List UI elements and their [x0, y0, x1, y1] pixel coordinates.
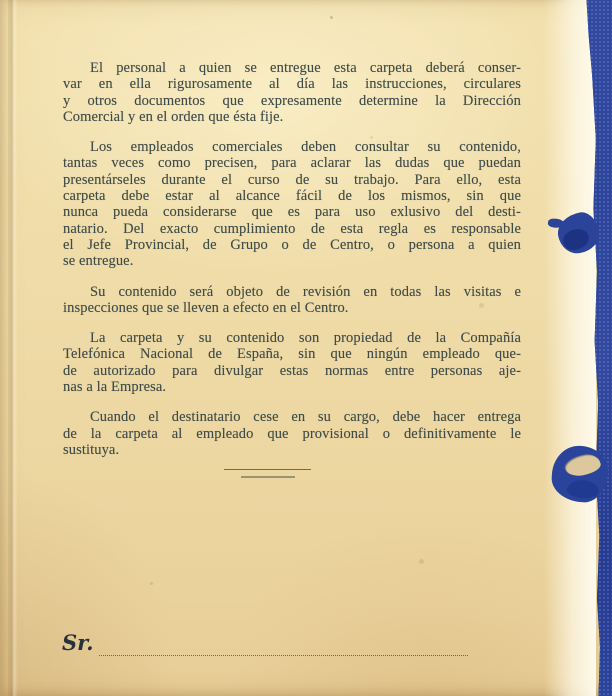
page-edge-highlight: [544, 0, 596, 696]
text-line: Comercial y en el orden que ésta fije.: [63, 108, 284, 125]
text-line: inspecciones que se lleven a efecto en el Centro.: [63, 299, 349, 316]
paper-crease: [8, 0, 18, 696]
text-line: carpeta debe estar al alcance fácil de los mismos, sin que: [63, 188, 521, 205]
text-line: de la carpeta al empleado que provisional o definitivamente le: [63, 425, 521, 442]
text-line: El personal a quien se entregue esta carpeta deberá conser-: [90, 60, 521, 76]
text-line: var en ella rigurosamente al día las instrucciones, circulares: [63, 76, 521, 93]
text-line: Telefónica Nacional de España, sin que ningún empleado que-: [63, 346, 521, 363]
paragraph: [63, 60, 521, 125]
text-line: nas a la Empresa.: [63, 379, 167, 396]
torn-paper-flap: [563, 452, 602, 478]
text-line: y otros documentos que expresamente determine la Dirección: [63, 92, 521, 109]
binding-strip: [582, 0, 612, 696]
text-line: tantas veces como precisen, para aclarar las dudas que puedan: [63, 155, 521, 172]
text-line: nunca pueda considerarse que es para uso exlusivo del desti-: [63, 204, 521, 221]
text-line: La carpeta y su contenido son propiedad de la Compañía: [90, 330, 521, 347]
text-line: natario. Del exacto cumplimiento de esta regla es responsable: [63, 220, 521, 237]
text-line: el Jefe Provincial, de Grupo o de Centro, o persona a quien: [63, 236, 521, 253]
foxing-specks: [330, 16, 333, 19]
text-line: Cuando el destinatario cese en su cargo, debe hacer entrega: [90, 409, 521, 426]
text-line: sustituya.: [63, 441, 120, 458]
paragraph: [63, 409, 521, 458]
paragraph: [63, 139, 521, 269]
section-separator: [224, 469, 314, 481]
text-line: Los empleados comerciales deben consultar su contenido,: [90, 139, 521, 156]
document-text: [63, 60, 521, 472]
paragraph: [63, 284, 521, 317]
text-line: presentárseles durante el curso de su trabajo. Para ello, esta: [63, 171, 521, 188]
salutation-label: Sr.: [62, 630, 94, 655]
paragraph: [63, 330, 521, 395]
text-line: de autorizado para divulgar estas normas entre personas aje-: [63, 362, 521, 379]
separator-rule-bottom: [241, 476, 295, 478]
separator-rule-top: [224, 469, 311, 470]
fill-in-dotted-line: [99, 633, 468, 656]
salutation-line: [62, 630, 468, 656]
text-line: Su contenido será objeto de revisión en todas las visitas e: [90, 283, 521, 300]
text-line: se entregue.: [63, 253, 134, 270]
